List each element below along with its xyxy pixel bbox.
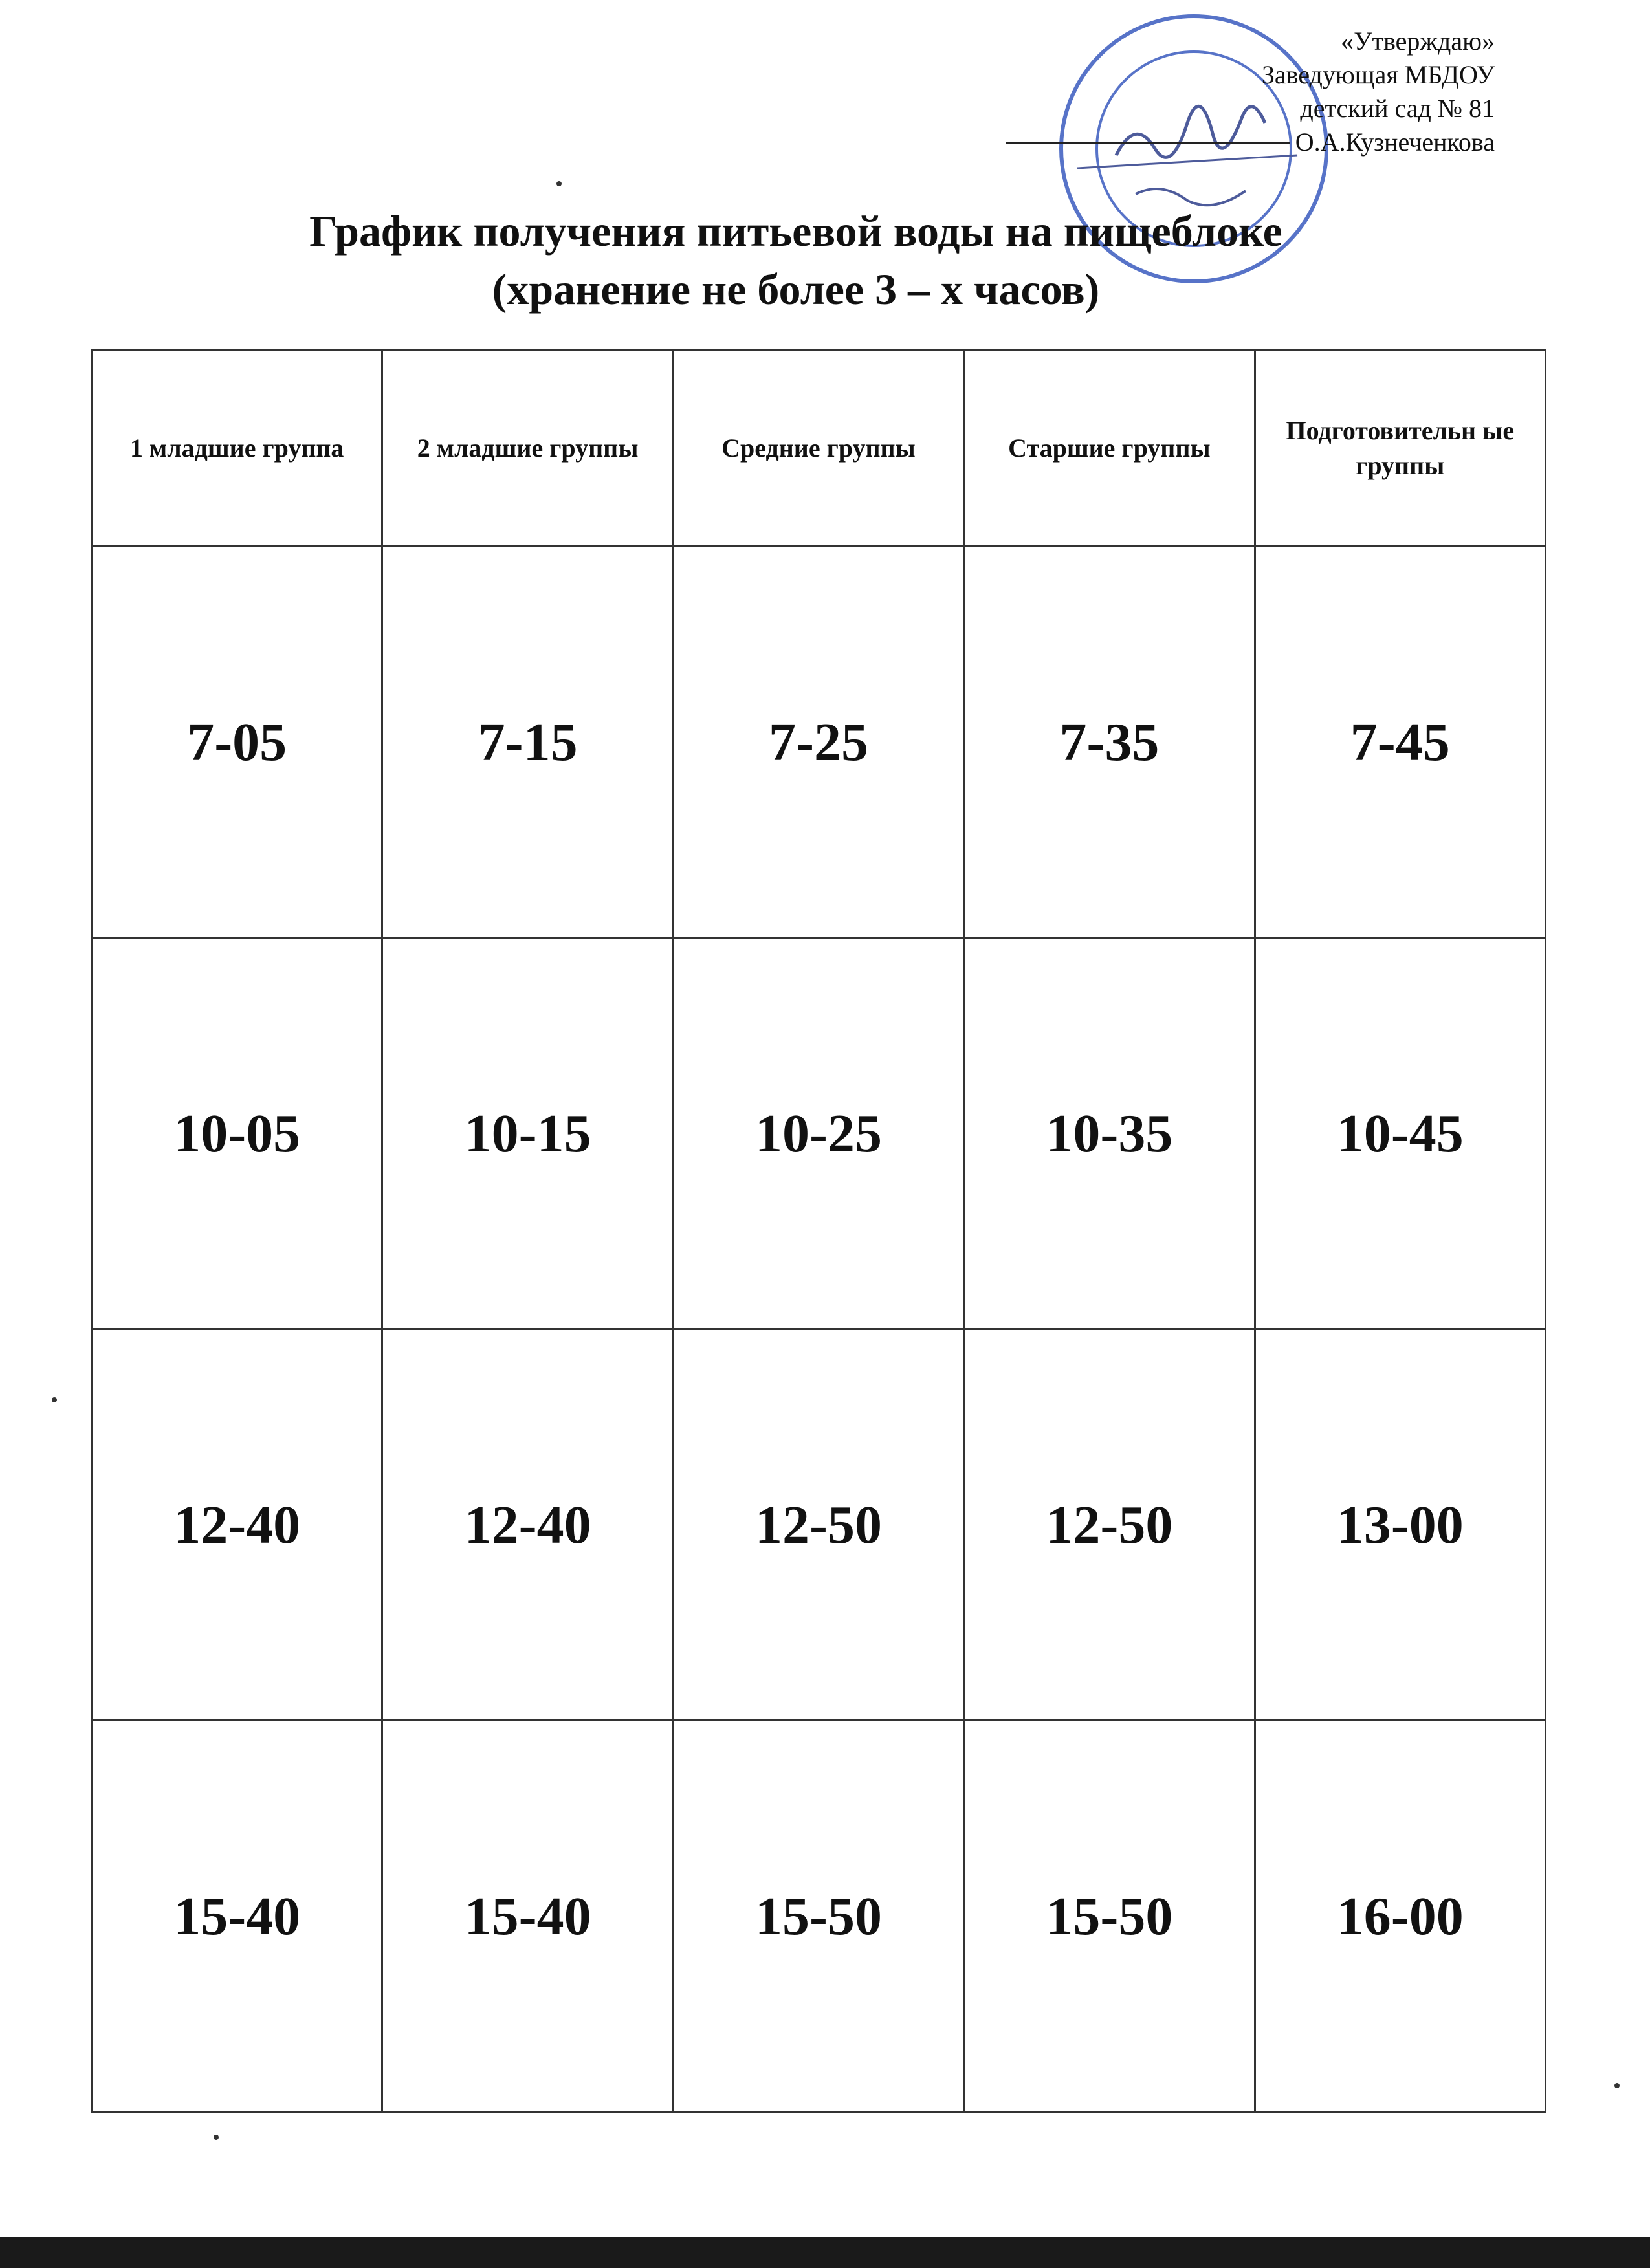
time-cell: 10-45 xyxy=(1255,938,1545,1329)
time-cell: 7-35 xyxy=(964,547,1255,938)
time-cell: 12-40 xyxy=(92,1329,382,1721)
header-cell: 1 младшие группа xyxy=(92,351,382,547)
time-cell: 7-45 xyxy=(1255,547,1545,938)
time-cell: 7-25 xyxy=(673,547,963,938)
scan-speck xyxy=(1614,2083,1620,2088)
table-header-row xyxy=(92,351,1546,547)
header-cell: Подготовительн ые группы xyxy=(1255,351,1545,547)
document-title xyxy=(194,202,1398,318)
time-cell: 12-50 xyxy=(673,1329,963,1721)
header-cell: Средние группы xyxy=(673,351,963,547)
time-cell: 15-50 xyxy=(673,1721,963,2112)
time-cell: 15-40 xyxy=(382,1721,673,2112)
title-line-2: (хранение не более 3 – х часов) xyxy=(492,265,1100,314)
time-cell: 10-35 xyxy=(964,938,1255,1329)
table-row xyxy=(92,1329,1546,1721)
time-cell: 12-40 xyxy=(382,1329,673,1721)
header-cell: Старшие группы xyxy=(964,351,1255,547)
time-cell: 15-50 xyxy=(964,1721,1255,2112)
signature-underline xyxy=(1006,142,1290,144)
table-row xyxy=(92,1721,1546,2112)
table-row xyxy=(92,547,1546,938)
scan-speck xyxy=(52,1397,57,1402)
water-schedule-table xyxy=(91,349,1546,2113)
time-cell: 10-15 xyxy=(382,938,673,1329)
header-cell: 2 младшие группы xyxy=(382,351,673,547)
scan-bottom-edge xyxy=(0,2237,1650,2268)
approval-heading: «Утверждаю» xyxy=(1341,27,1495,56)
time-cell: 7-05 xyxy=(92,547,382,938)
scan-speck xyxy=(556,181,562,186)
approval-name: О.А.Кузнеченкова xyxy=(1295,127,1495,157)
time-cell: 13-00 xyxy=(1255,1329,1545,1721)
table-row xyxy=(92,938,1546,1329)
time-cell: 10-05 xyxy=(92,938,382,1329)
approval-position: Заведующая МБДОУ xyxy=(1261,60,1495,89)
approval-institution: детский сад № 81 xyxy=(1300,94,1495,123)
time-cell: 10-25 xyxy=(673,938,963,1329)
approval-block xyxy=(932,25,1495,159)
scan-speck xyxy=(214,2135,219,2140)
time-cell: 15-40 xyxy=(92,1721,382,2112)
time-cell: 16-00 xyxy=(1255,1721,1545,2112)
time-cell: 7-15 xyxy=(382,547,673,938)
title-line-1: График получения питьевой воды на пищеблоке xyxy=(309,206,1282,256)
time-cell: 12-50 xyxy=(964,1329,1255,1721)
approval-signature-line xyxy=(932,125,1495,159)
